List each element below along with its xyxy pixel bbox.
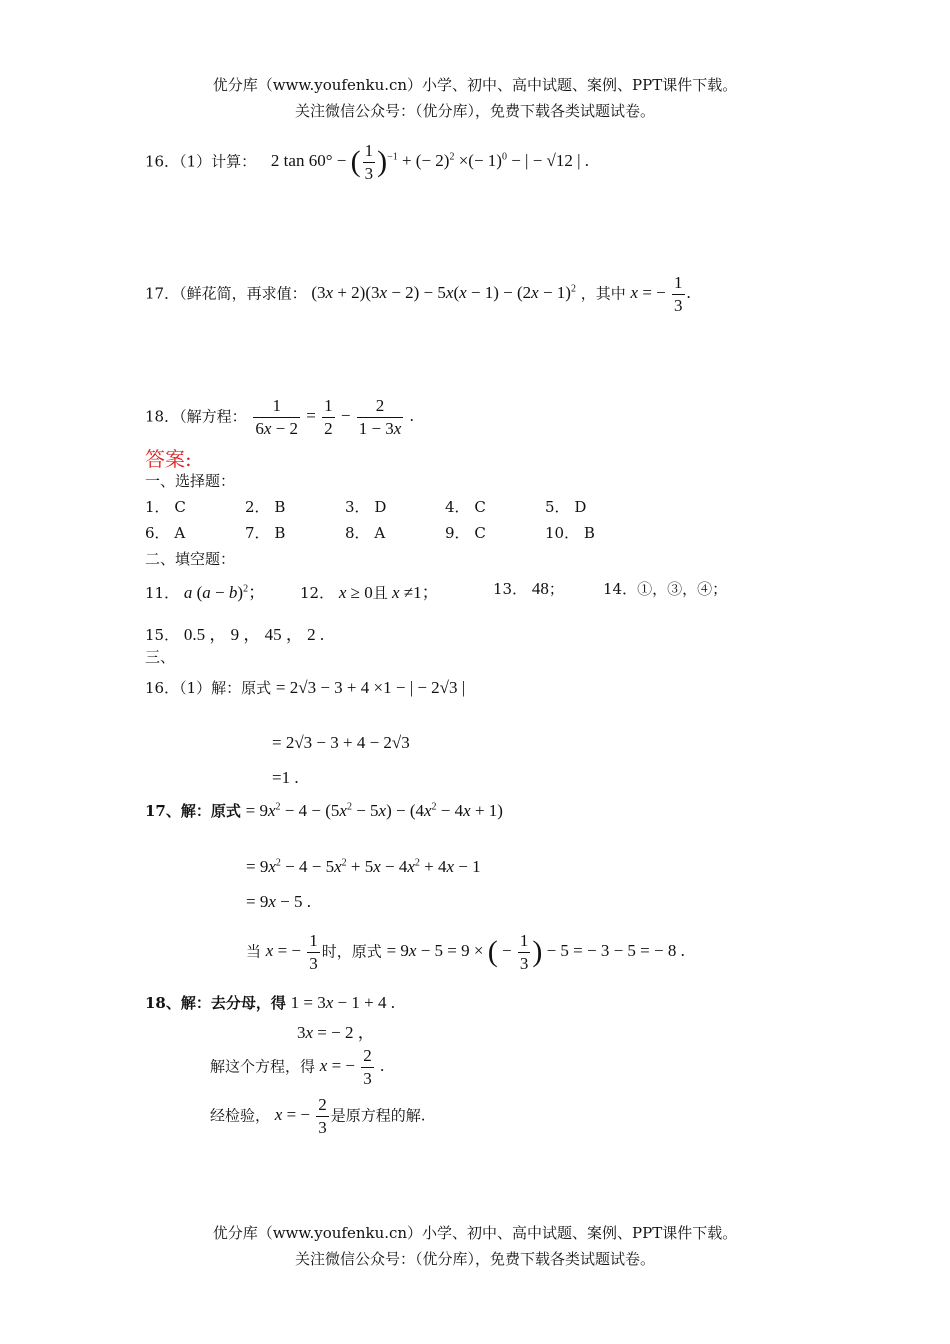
choice-answer: 3． D [345, 498, 387, 516]
solution-18-line2: 3x = − 2 ， [297, 1023, 375, 1042]
q16-label: 16．（1）计算： [145, 152, 257, 171]
solution-16-line3: =1 . [272, 768, 299, 787]
choice-answer: 1． C [145, 498, 186, 516]
header-line2: 关注微信公众号：（优分库），免费下载各类试题试卷。 [294, 102, 655, 120]
footer-line2: 关注微信公众号：（优分库），免费下载各类试题试卷。 [294, 1250, 655, 1268]
q16-expression: 2 tan 60° − ( $\frac{1}{3}$ )$^{-1}$ + (− 2)$^2$ ×(− 1)$^0$ − | − √12 | . [270, 141, 590, 183]
fill-14: 14．①，③，④； [603, 580, 728, 598]
fill-12: 12． x ≥ 0且 x ≠1； [300, 583, 439, 602]
q18-equation: $\frac{1}{6x - 2}$ = $\frac{1}{2}$ − $\frac{2}{1 - 3x}$ . [255, 396, 414, 438]
q18-label: 18．（解方程： [145, 407, 247, 426]
question-16 [145, 140, 589, 185]
choice-answer: 7． B [245, 524, 286, 542]
choice-answer: 4． C [445, 498, 486, 516]
q17-suffix: ，其中 [580, 284, 626, 303]
choice-answer: 2． B [245, 498, 286, 516]
choice-answer: 8． A [345, 524, 386, 542]
question-17 [145, 272, 691, 317]
fill-13: 13． 48； [493, 579, 564, 598]
section-3-heading: 三、 [145, 648, 176, 666]
solution-17-line1: 17、解：原式 = $9x^2 - 4 - (5x^2 - 5x) - (4x^2 - 4x + 1)$ [145, 801, 503, 820]
solution-17-line2: = $9x^2 - 4 - 5x^2 + 5x - 4x^2 + 4x - 1$ [246, 857, 481, 876]
solution-18-line4: 经检验， x = − $\frac{2}{3}$ 是原方程的解. [210, 1095, 426, 1137]
q17-expression: $(3x + 2)(3x - 2) - 5x(x - 1) - (2x - 1)^2$ [311, 283, 576, 303]
question-18 [145, 395, 414, 440]
choice-answer: 10． B [545, 524, 595, 542]
header-line1: 优分库（www.youfenku.cn）小学、初中、高中试题、案例、PPT课件下载。 [212, 76, 738, 94]
solution-17-line4: 当 x = − $\frac{1}{3}$ 时，原式 = 9x − 5 = 9 × ( − $\frac{1}{3}$ ) − 5 = − 3 − 5 = − 8 . [246, 931, 685, 973]
section-2-heading: 二、填空题： [145, 550, 236, 568]
choice-answer: 5． D [545, 498, 587, 516]
q17-label: 17．（鲜花简，再求值： [145, 284, 307, 303]
solution-16-line1: 16．（1）解：原式 = 2√3 − 3 + 4 ×1 − | − 2√3 | [145, 678, 466, 697]
answers-title: 答案: [145, 447, 192, 471]
choice-answer: 9． C [445, 524, 486, 542]
fill-11: 11． a $(a - b)^2$； [145, 583, 266, 602]
footer-line1: 优分库（www.youfenku.cn）小学、初中、高中试题、案例、PPT课件下载。 [212, 1224, 738, 1242]
solution-18-line1: 18、解：去分母，得 1 = 3x − 1 + 4 . [145, 993, 395, 1012]
solution-16-line2: = 2√3 − 3 + 4 − 2√3 [272, 733, 410, 752]
fill-15: 15． 0.5 ， 9 ， 45 ， 2 . [145, 625, 325, 644]
q17-x-value: x = − $\frac{1}{3}$ . [630, 273, 691, 315]
section-1-heading: 一、选择题： [145, 472, 236, 490]
solution-18-line3: 解这个方程，得 x = − $\frac{2}{3}$ . [210, 1046, 385, 1088]
solution-17-line3: = 9x − 5 . [246, 892, 311, 911]
choice-answer: 6． A [145, 524, 186, 542]
